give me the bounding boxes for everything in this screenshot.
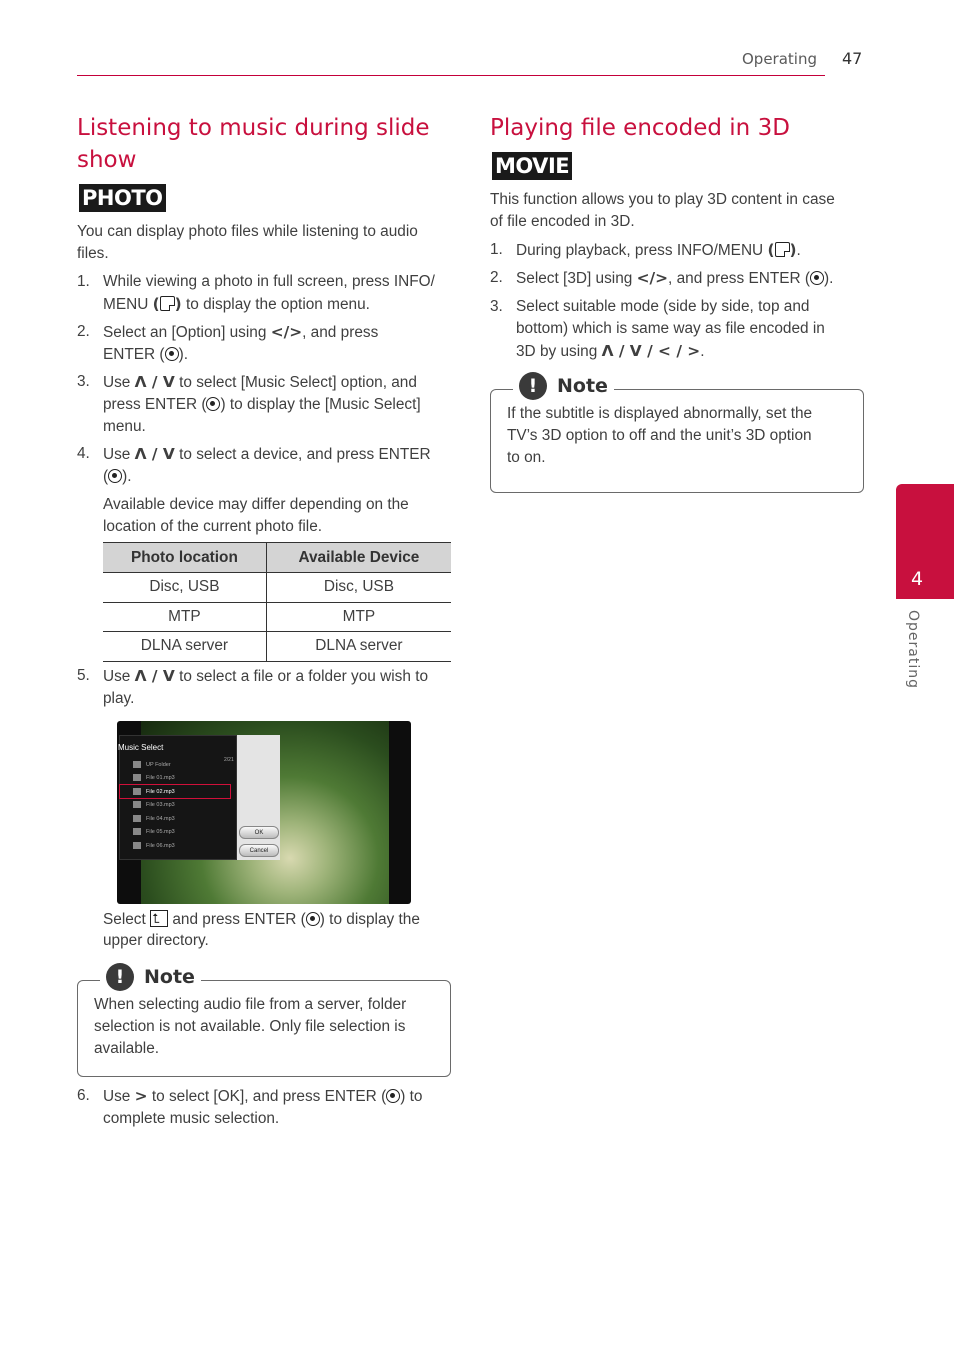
step-text: During playback, press INFO/MENU	[516, 242, 768, 259]
step-text: , and press	[302, 324, 379, 341]
note-label: Note	[144, 966, 195, 988]
left-note-line2: selection is not available. Only file selection is	[94, 1018, 406, 1035]
body-text: Select	[103, 911, 151, 928]
chapter-tab	[896, 484, 954, 599]
table-header: Photo location	[103, 543, 266, 573]
step-text: Available device may differ depending on the	[103, 496, 409, 513]
left-step-1: 1. While viewing a photo in full screen, press INFO/ MENU ( ) to display the option menu.	[77, 273, 435, 313]
step-text: 3D by using	[516, 343, 602, 360]
upper-directory-line2: upper directory.	[103, 932, 209, 949]
right-step-2	[490, 267, 870, 289]
left-step-6	[77, 1085, 457, 1129]
step-text: ) to	[400, 1088, 423, 1105]
step-text: to select a device, and press ENTER	[174, 446, 431, 463]
music-file-icon	[133, 801, 141, 808]
selection-highlight	[119, 784, 231, 799]
header-rule	[77, 75, 825, 76]
table-header: Available Device	[266, 543, 451, 573]
step-text: Use	[103, 1088, 135, 1105]
upper-directory-line1	[103, 909, 420, 931]
list-item-label: File 03.mp3	[146, 802, 175, 808]
step-number: 1.	[490, 241, 503, 258]
step-number: 2.	[77, 323, 90, 340]
step-number: 1.	[77, 273, 90, 290]
direction-arrows-icon: Λ / V / < / >	[601, 342, 701, 360]
list-item[interactable]	[133, 772, 175, 784]
right-step-1: 1. During playback, press INFO/MENU ( ).	[490, 241, 801, 259]
info-menu-icon	[160, 296, 175, 311]
list-item-label: File 05.mp3	[146, 829, 175, 835]
step-text: MENU	[103, 296, 153, 313]
device-table	[103, 542, 451, 662]
right-intro-line1: This function allows you to play 3D content in case	[490, 191, 835, 208]
up-down-arrows-icon: Λ / V	[134, 667, 175, 685]
body-text: and press ENTER (	[168, 911, 306, 928]
step-text: to select a file or a folder you wish to	[174, 668, 429, 685]
list-item-label: File 02.mp3	[146, 789, 175, 795]
step-text: play.	[103, 690, 135, 707]
music-select-button-panel	[237, 735, 280, 860]
right-note-line2: TV’s 3D option to off and the unit’s 3D option	[507, 427, 812, 444]
list-item[interactable]	[133, 799, 175, 811]
right-note-line1: If the subtitle is displayed abnormally, set the	[507, 405, 813, 422]
right-intro-line2: of file encoded in 3D.	[490, 213, 635, 230]
right-arrow-icon: >	[134, 1087, 148, 1105]
cancel-button[interactable]: Cancel	[239, 844, 279, 857]
left-step-2	[77, 321, 457, 365]
left-right-arrows-icon: </>	[636, 269, 669, 287]
music-file-icon	[133, 774, 141, 781]
enter-icon	[108, 469, 122, 483]
list-item[interactable]	[133, 813, 175, 825]
table-cell: Disc, USB	[103, 573, 266, 603]
step-text: to display the option menu.	[181, 296, 370, 313]
step-text: bottom) which is same way as file encoded in	[516, 320, 825, 337]
chapter-label: Operating	[905, 610, 921, 689]
table-cell: DLNA server	[266, 632, 451, 662]
enter-icon	[386, 1089, 400, 1103]
photo-badge: PHOTO	[79, 184, 166, 212]
left-step-3	[77, 371, 457, 437]
step-number: 5.	[77, 667, 90, 684]
list-item-label: File 04.mp3	[146, 816, 175, 822]
right-title: Playing file encoded in 3D	[490, 115, 790, 141]
folder-icon	[133, 761, 141, 768]
step-text: Select [3D] using	[516, 270, 637, 287]
right-note-header	[513, 372, 614, 400]
left-note-line1: When selecting audio file from a server, folder	[94, 996, 407, 1013]
list-item[interactable]	[133, 840, 175, 852]
step-text: Select an [Option] using	[103, 324, 271, 341]
step-number: 6.	[77, 1087, 90, 1104]
music-file-icon	[133, 815, 141, 822]
step-text: Use	[103, 668, 135, 685]
table-cell: Disc, USB	[266, 573, 451, 603]
step-text: ).	[824, 270, 834, 287]
right-note-line3: to on.	[507, 449, 546, 466]
enter-icon	[810, 271, 824, 285]
left-intro-line2: files.	[77, 245, 109, 262]
ok-button[interactable]: OK	[239, 826, 279, 839]
right-step-3	[490, 296, 870, 362]
step-number: 2.	[490, 269, 503, 286]
body-text: ) to display the	[319, 911, 420, 928]
note-icon: !	[106, 963, 134, 991]
step-text: Select suitable mode (side by side, top and	[516, 298, 810, 315]
left-note-line3: available.	[94, 1040, 160, 1057]
step-text: (	[103, 468, 109, 485]
list-item-label: File 06.mp3	[146, 843, 175, 849]
step-text: complete music selection.	[103, 1110, 280, 1127]
music-file-icon	[133, 842, 141, 849]
music-select-screenshot	[117, 721, 411, 904]
step-text: press ENTER (	[103, 396, 207, 413]
left-right-arrows-icon: </>	[270, 323, 303, 341]
left-note-header	[100, 963, 201, 991]
step-text: Use	[103, 446, 135, 463]
up-down-arrows-icon: Λ / V	[134, 373, 175, 391]
movie-badge: MOVIE	[492, 152, 572, 180]
music-select-title: Music Select	[118, 743, 164, 752]
table-row	[103, 573, 451, 603]
step-text: While viewing a photo in full screen, press INFO/	[103, 273, 435, 290]
table-row	[103, 632, 451, 662]
step-number: 4.	[77, 445, 90, 462]
step-text: .	[700, 343, 705, 360]
music-file-icon	[133, 828, 141, 835]
step-text: menu.	[103, 418, 146, 435]
table-cell: MTP	[103, 602, 266, 632]
header-section: Operating	[742, 50, 817, 68]
step-text: ) to display the [Music Select]	[220, 396, 421, 413]
step-number: 3.	[77, 373, 90, 390]
info-menu-icon	[775, 242, 790, 257]
table-cell: MTP	[266, 602, 451, 632]
step-text: ).	[122, 468, 132, 485]
enter-icon	[306, 912, 320, 926]
page-number: 47	[842, 49, 863, 68]
left-intro-line1: You can display photo files while listening to audio	[77, 223, 418, 240]
step-text: , and press ENTER (	[668, 270, 811, 287]
step-text: ENTER (	[103, 346, 165, 363]
table-cell: DLNA server	[103, 632, 266, 662]
step-text: Use	[103, 374, 135, 391]
up-folder-icon	[150, 910, 168, 927]
note-icon: !	[519, 372, 547, 400]
step-number: 3.	[490, 298, 503, 315]
step-text: ).	[178, 346, 188, 363]
left-title-line2: show	[77, 147, 137, 173]
list-item-label: UP Folder	[146, 762, 171, 768]
enter-icon	[206, 397, 220, 411]
chapter-number: 4	[911, 568, 924, 590]
list-item[interactable]	[133, 826, 175, 838]
table-row	[103, 602, 451, 632]
list-item-label: File 01.mp3	[146, 775, 175, 781]
step-text: to select [OK], and press ENTER (	[147, 1088, 387, 1105]
step-text: location of the current photo file.	[103, 518, 323, 535]
list-item[interactable]	[133, 759, 171, 771]
enter-icon	[165, 347, 179, 361]
up-down-arrows-icon: Λ / V	[134, 445, 175, 463]
left-step-5	[77, 665, 457, 709]
step-text: .	[796, 242, 801, 259]
note-label: Note	[557, 375, 608, 397]
music-select-count: 2/21	[224, 757, 234, 763]
left-title-line1: Listening to music during slide	[77, 115, 430, 141]
left-step-4	[77, 443, 457, 537]
step-text: to select [Music Select] option, and	[174, 374, 417, 391]
